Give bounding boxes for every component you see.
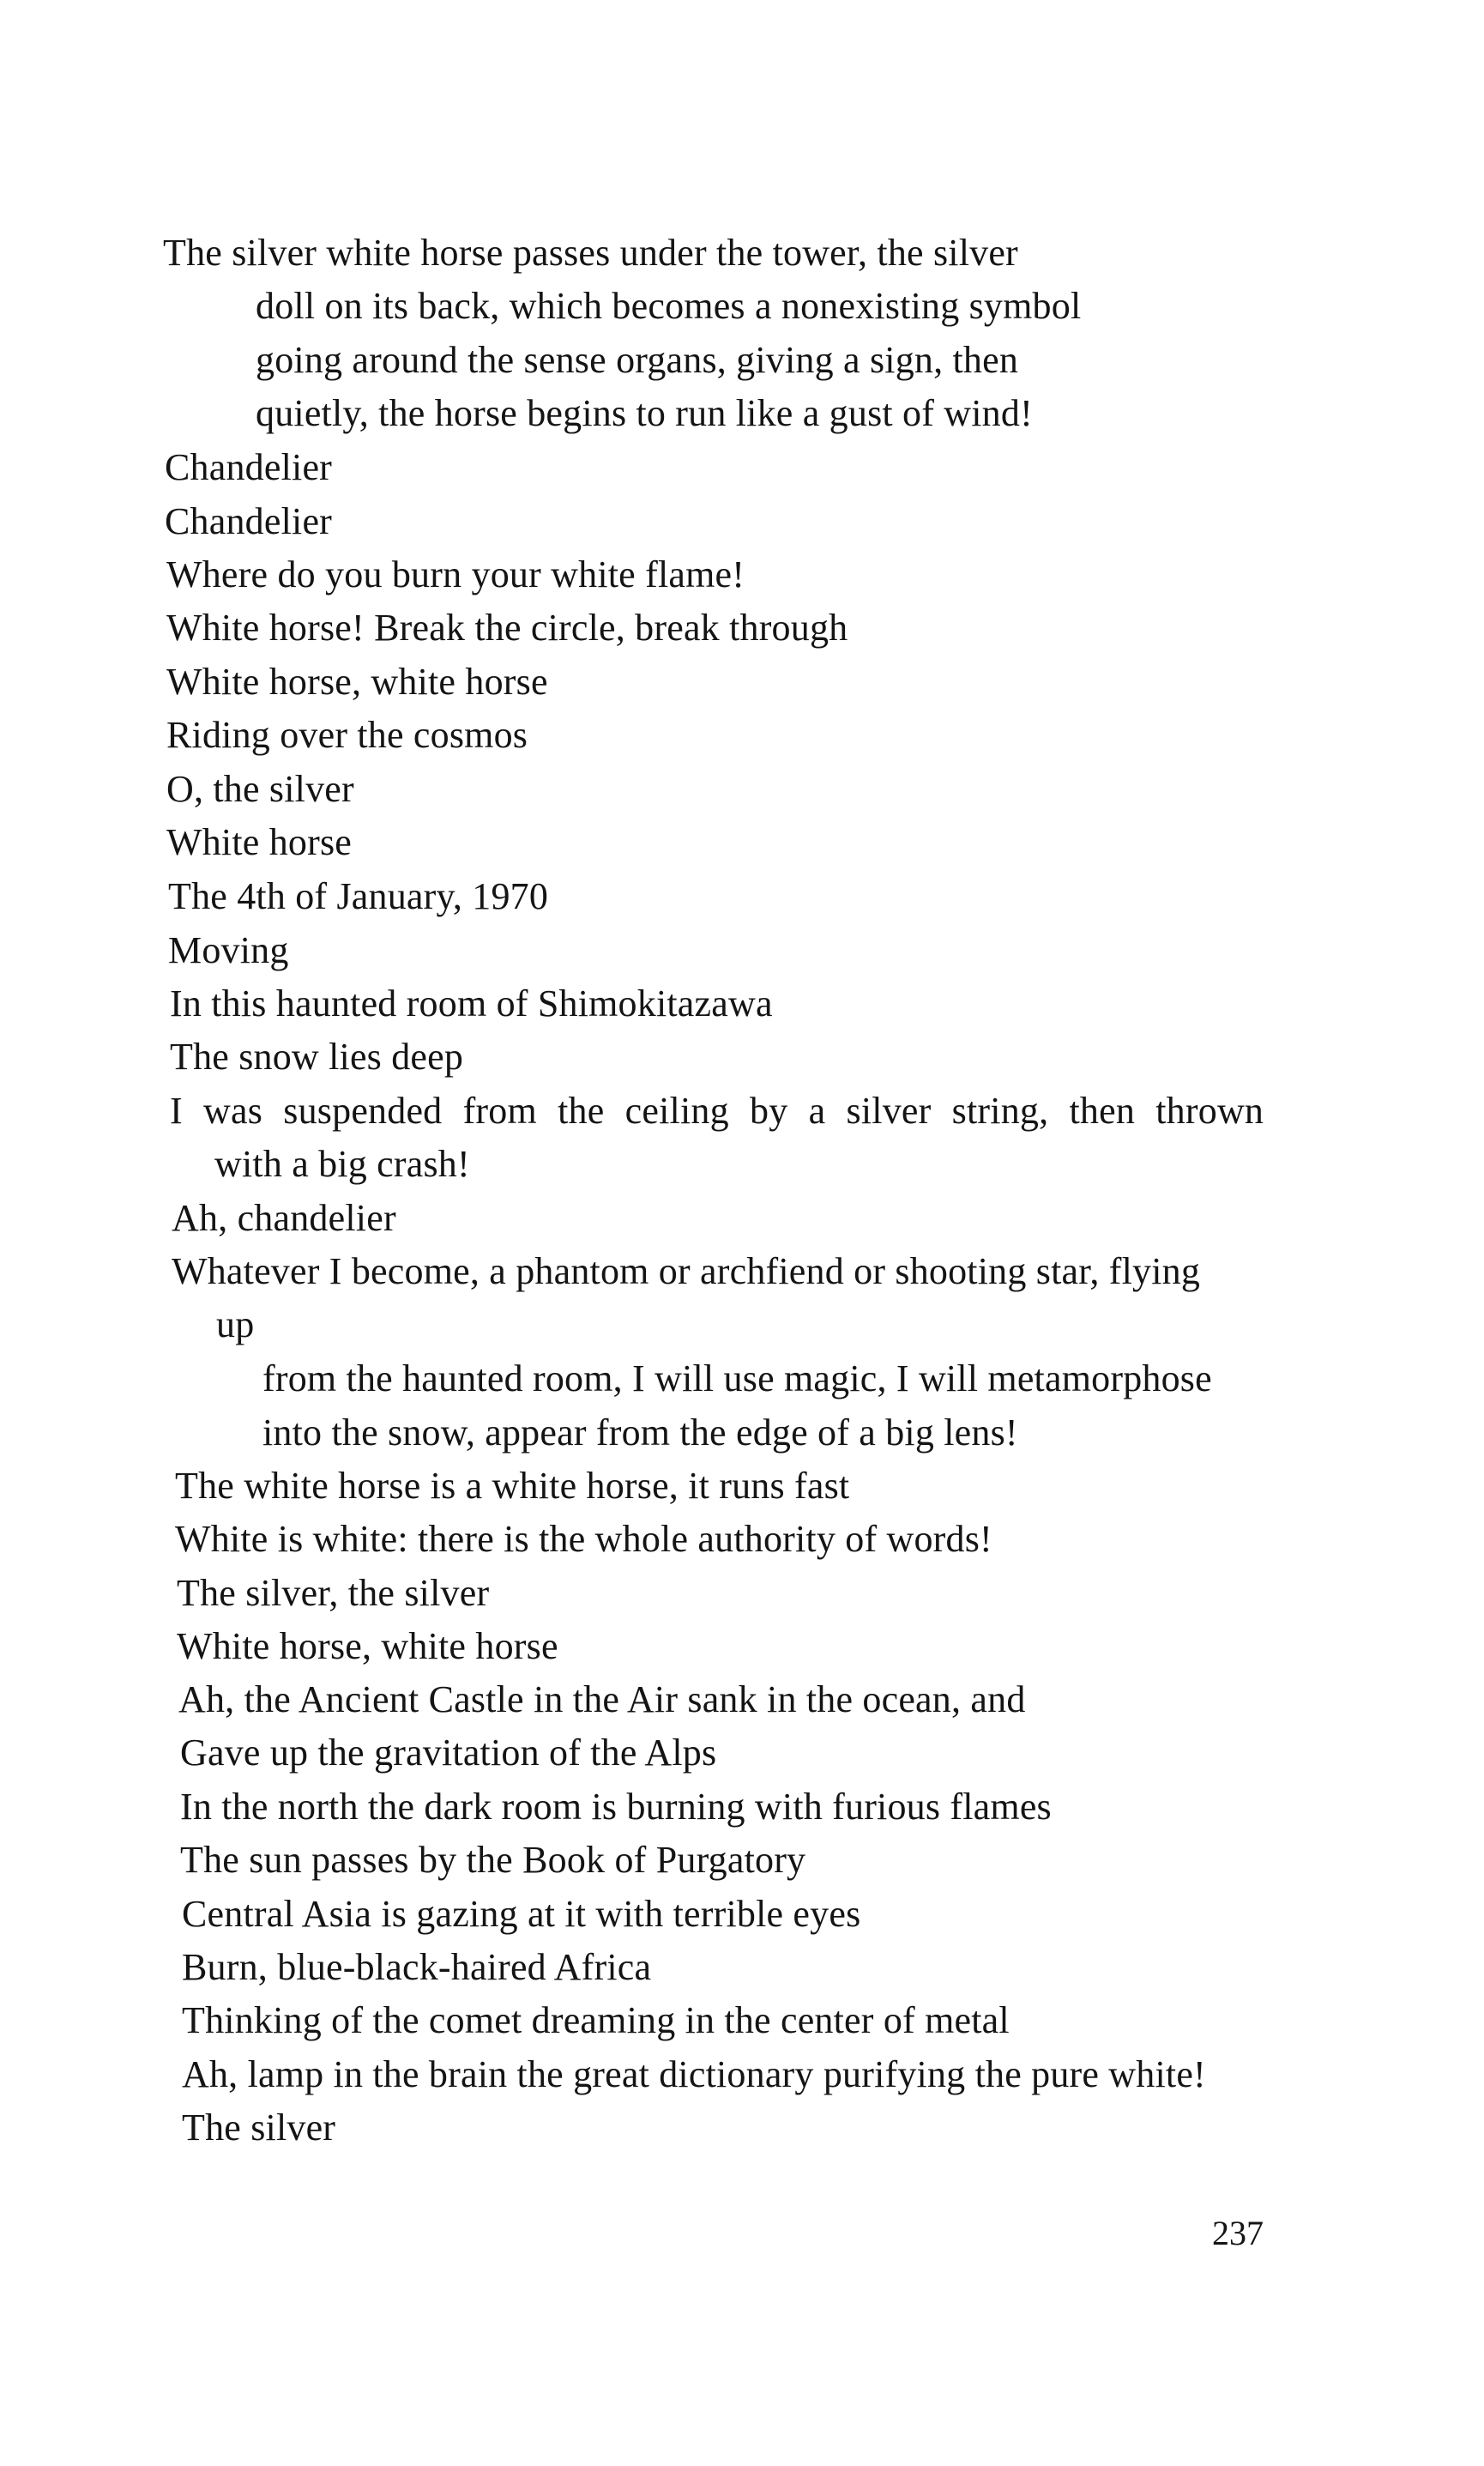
poem-line: White is white: there is the whole authority of words! [175,1518,992,1560]
poem-line: Ah, chandelier [172,1197,396,1239]
page-number: 237 [1212,2214,1264,2252]
poem-line: from the haunted room, I will use magic, I will metamorphose [262,1357,1212,1399]
poem-line: Burn, blue-black-haired Africa [182,1946,652,1988]
poem-line: Riding over the cosmos [166,714,528,756]
poem-line: The silver white horse passes under the tower, the silver [163,232,1018,274]
poem-line: White horse! Break the circle, break through [166,607,848,649]
poem-line: quietly, the horse begins to run like a gust of wind! [256,392,1033,434]
poem-line: White horse [166,821,353,863]
poem-line: I was suspended from the ceiling by a silver string, then thrown [170,1090,1264,1132]
poem-line: Chandelier [165,500,333,542]
poem-line: White horse, white horse [166,661,548,703]
poem-line: The sun passes by the Book of Purgatory [180,1839,806,1881]
poem-line: The 4th of January, 1970 [168,875,549,917]
poem-line: In this haunted room of Shimokitazawa [170,982,773,1024]
poem-line: up [216,1303,255,1345]
poem-line: The silver [182,2106,336,2149]
poem-line: Moving [168,929,289,971]
poem-line: The white horse is a white horse, it runs fast [175,1465,850,1507]
poem-line: with a big crash! [214,1143,470,1185]
poem-line: Gave up the gravitation of the Alps [180,1732,717,1774]
poem-line: Chandelier [165,446,333,488]
poem-line: Whatever I become, a phantom or archfiend or shooting star, flying [172,1250,1201,1292]
poem-line: The snow lies deep [170,1036,464,1078]
poem-line: going around the sense organs, giving a sign, then [256,339,1019,381]
poem-line: Central Asia is gazing at it with terrible eyes [182,1893,861,1935]
poem-line: Where do you burn your white flame! [166,553,745,595]
poem-line: Ah, the Ancient Castle in the Air sank in the ocean, and [178,1678,1026,1720]
poem-line: O, the silver [166,768,354,810]
poem-line: doll on its back, which becomes a nonexisting symbol [256,285,1082,327]
poem-line: The silver, the silver [177,1572,490,1614]
poem-line: Ah, lamp in the brain the great dictionary purifying the pure white! [182,2053,1206,2095]
poem-line: Thinking of the comet dreaming in the center of metal [182,1999,1010,2041]
poem-line: into the snow, appear from the edge of a big lens! [262,1411,1018,1454]
poem-line: White horse, white horse [177,1625,558,1667]
poem-line: In the north the dark room is burning with furious flames [180,1786,1052,1828]
